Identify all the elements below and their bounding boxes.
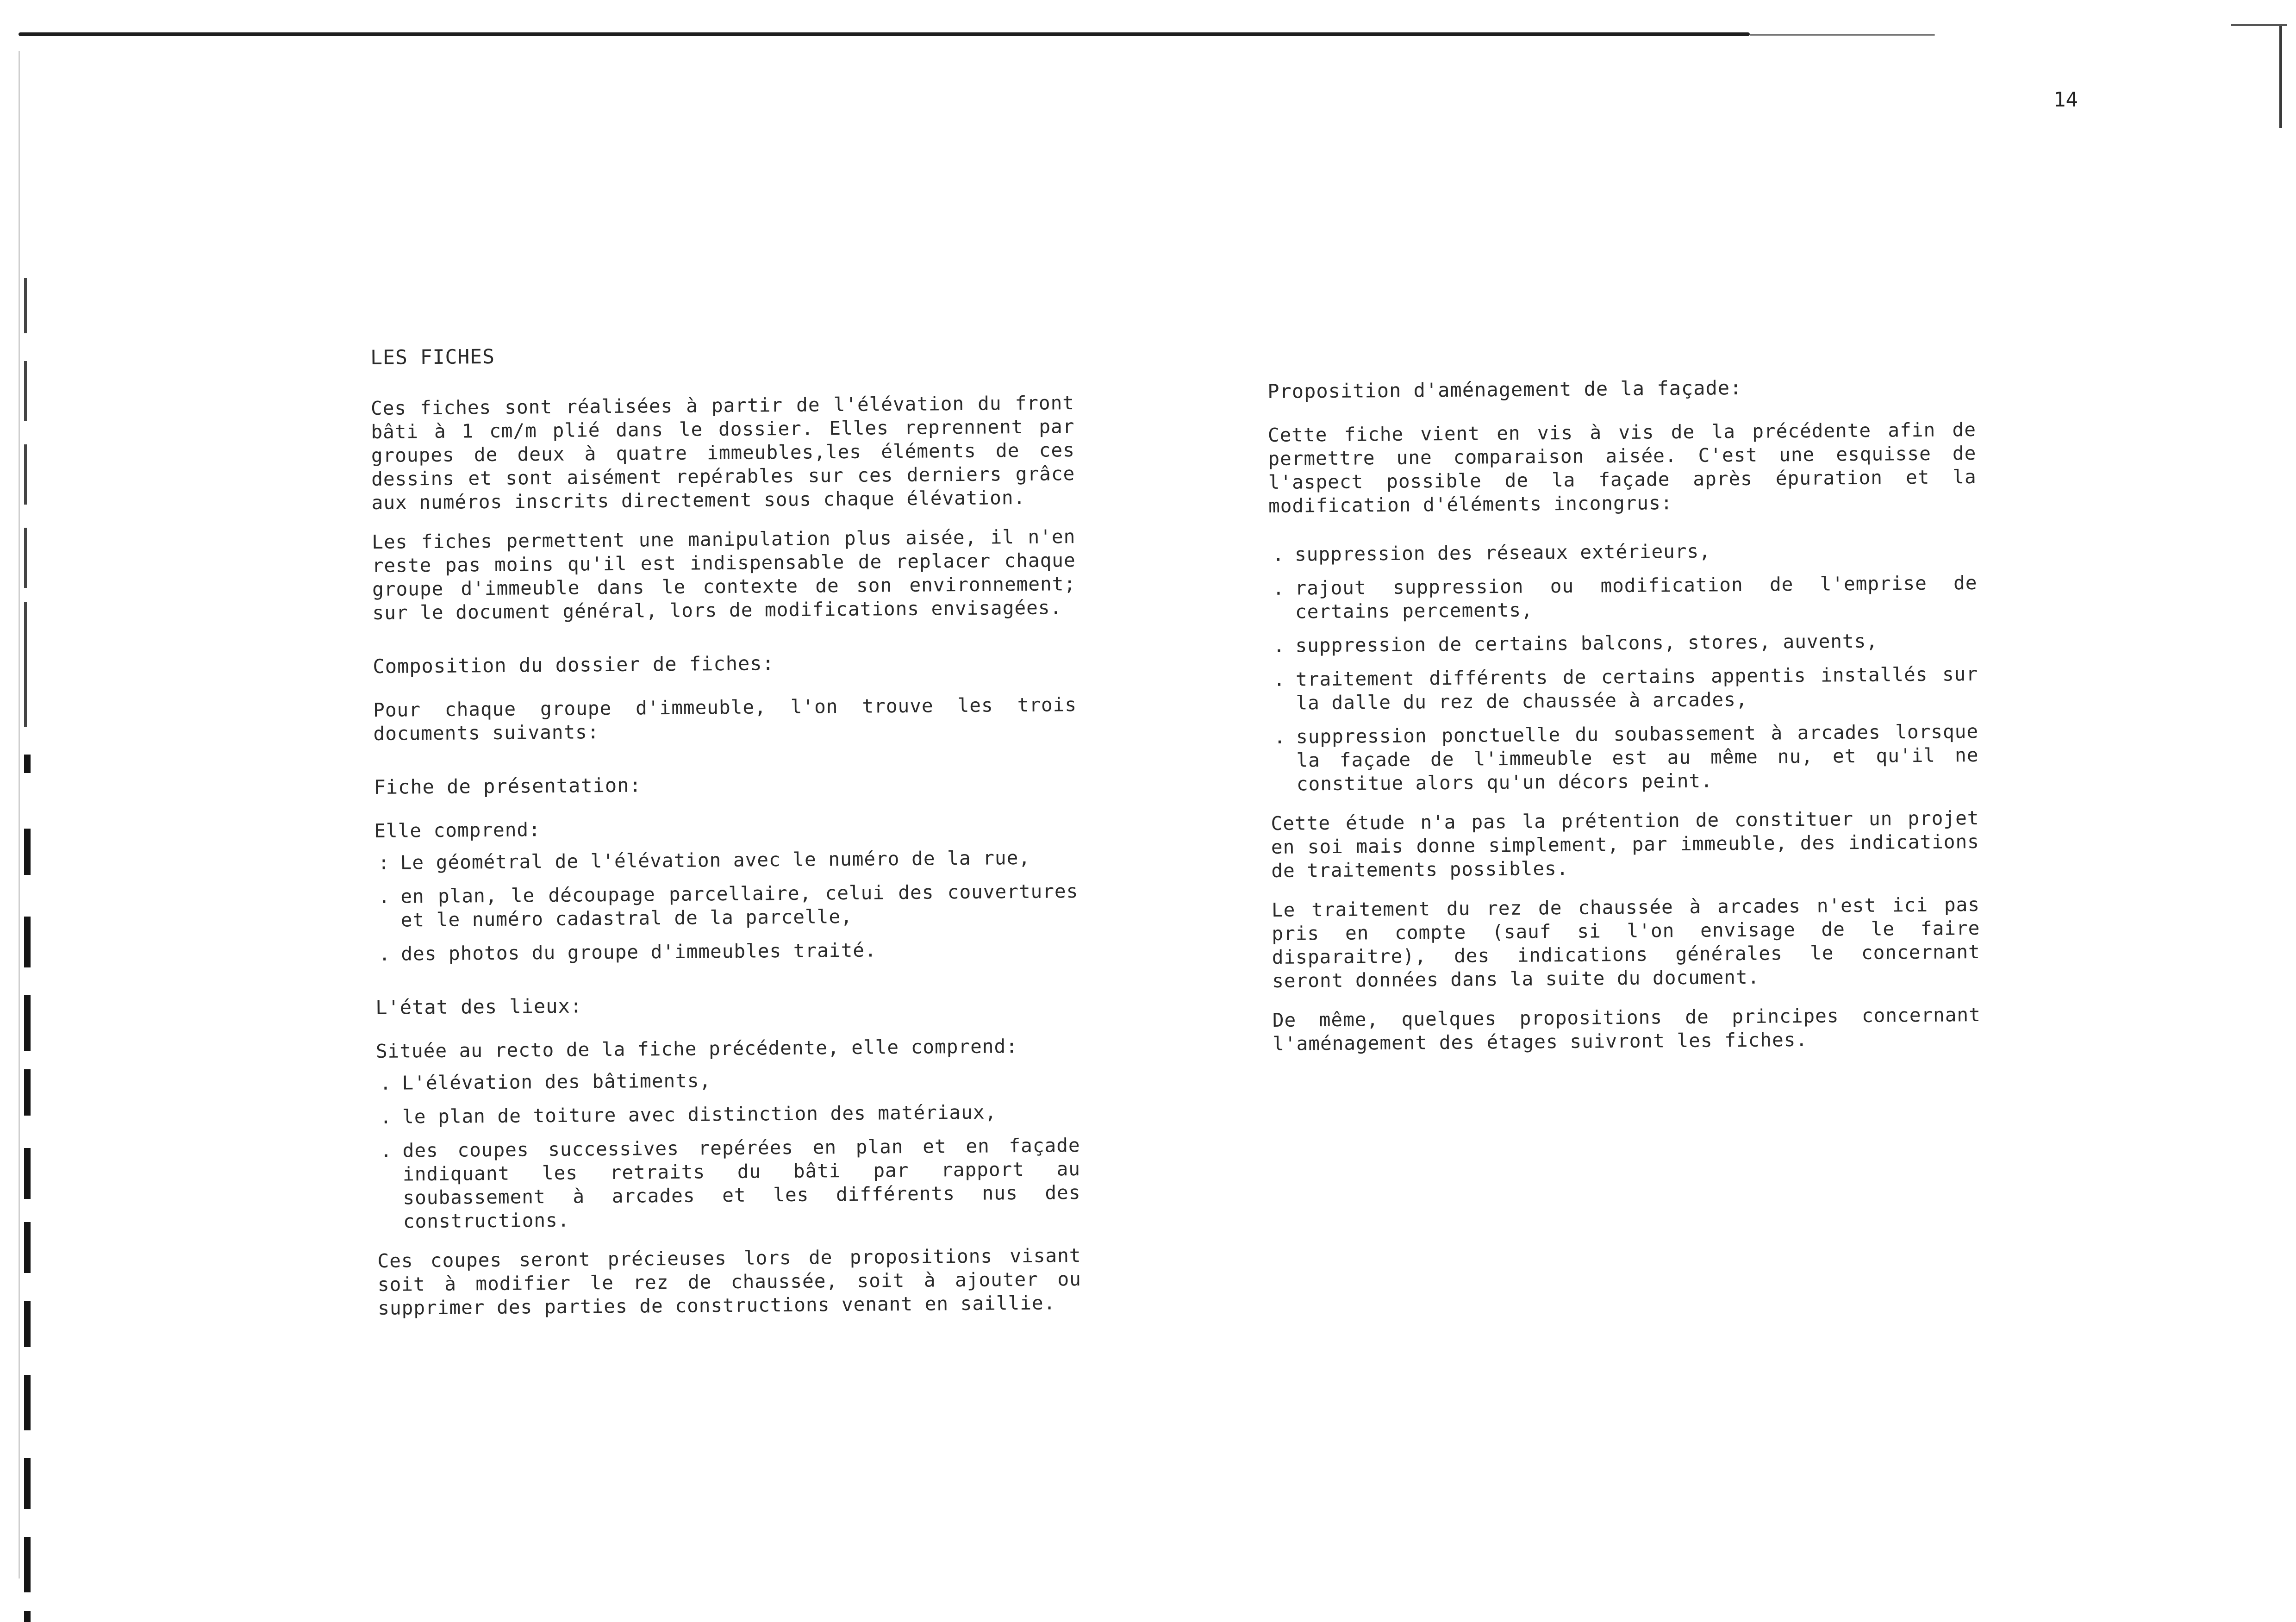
corner-rule [2231,24,2287,26]
binding-hole [24,1148,31,1199]
binding-hole [24,1611,31,1622]
bullet-icon: . [379,942,391,965]
paragraph: Le traitement du rez de chaussée à arcades n'est ici pas pris en compte (sauf si l'on envisage de le faire disparaitre), des indications générales le concernant seront données dans la suite du document. [1271,893,1980,992]
bullet-icon: . [380,1072,392,1094]
subheading-etat-des-lieux: L'état des lieux: [375,994,583,1019]
bullet-icon: . [1273,634,1285,657]
paragraph: Les fiches permettent une manipulation plus aisée, il n'en reste pas moins qu'il est indispensable de replacer chaque groupe d'immeuble dans le contexte de son environnement; sur le document général, lors de modifications envisagées. [372,525,1076,624]
binding-hole [24,1458,31,1509]
section-heading-fiches: LES FICHES [370,345,495,369]
paragraph: De même, quelques propositions de principes concernant l'aménagement des étages suivront les fiches. [1272,1003,1981,1055]
list-item: . rajout suppression ou modification de l'emprise de certains percements, [1273,571,1978,623]
bullet-icon: . [380,1139,393,1162]
bullet-icon: . [378,885,391,908]
left-column [370,341,1082,1336]
binding-hole [24,528,27,588]
bullet-icon: . [1273,725,1286,748]
list-item: . en plan, le découpage parcellaire, celui des couvertures et le numéro cadastral de la parcelle, [378,880,1079,931]
binding-hole [24,995,31,1051]
list-item: . L'élévation des bâtiments, [380,1069,711,1094]
list-item: . traitement différents de certains appentis installés sur la dalle du rez de chaussée à arcades, [1273,662,1978,714]
binding-hole [24,361,27,421]
subheading-proposition: Proposition d'aménagement de la façade: [1267,376,1742,403]
corner-rule-vertical [2279,26,2282,128]
bullet-icon: . [1273,668,1285,691]
binding-hole [24,1537,31,1592]
etat-list [376,1066,1081,1234]
page-left-edge [19,51,20,1578]
list-item: . suppression de certains balcons, stores, auvents, [1273,630,1878,657]
paragraph: Pour chaque groupe d'immeuble, l'on trouve les trois documents suivants: [373,693,1077,745]
page-number: 14 [2053,88,2078,112]
binding-hole [24,444,27,505]
list-intro: Elle comprend: [374,818,541,842]
subheading-composition: Composition du dossier de fiches: [373,652,775,678]
binding-hole [24,1069,31,1116]
binding-hole [24,653,27,727]
bullet-icon: : [378,851,390,874]
paragraph: Ces fiches sont réalisées à partir de l'élévation du front bâti à 1 cm/m plié dans le dossier. Elles reprennent par groupes de deux à quatre immeubles,les éléments de ces dessins et sont aisément repérables sur ces derniers grâce aux numéros inscrits directement sous chaque élévation. [370,392,1075,514]
binding-hole [24,1222,31,1273]
bullet-icon: . [380,1105,392,1128]
list-item: . le plan de toiture avec distinction des matériaux, [380,1101,997,1128]
paragraph: Cette étude n'a pas la prétention de constituer un projet en soi mais donne simplement, par immeuble, des indications de traitements possibles. [1271,806,1980,882]
binding-hole [24,278,27,333]
binding-hole [24,1375,31,1430]
paragraph: Cette fiche vient en vis à vis de la précédente afin de permettre une comparaison aisée. C'est une esquisse de l'aspect possible de la façade après épuration et la modification d'éléments incongrus: [1267,418,1977,517]
list-item: . des coupes successives repérées en plan et en façade indiquant les retraits du bâti par rapport au soubassement à arcades et les différents nus des constructions. [380,1134,1081,1233]
bullet-icon: . [1273,577,1285,599]
list-item: . suppression ponctuelle du soubassement à arcades lorsque la façade de l'immeuble est au même nu, et qu'il ne constitue alors qu'un décors peint. [1273,720,1979,795]
binding-hole [24,917,31,967]
binding-hole [24,829,31,875]
right-column [1267,374,1981,1072]
binding-hole [24,755,31,773]
bullet-icon: . [1272,543,1285,566]
list-intro: Située au recto de la fiche précédente, elle comprend: [375,1035,1018,1062]
proposition-list [1269,537,1979,796]
binding-hole [24,1301,31,1347]
paragraph: Ces coupes seront précieuses lors de propositions visant soit à modifier le rez de chaussée, soit à ajouter ou supprimer des parties de constructions venant en saillie. [377,1244,1082,1319]
presentation-list [374,846,1079,966]
top-scan-rule [19,32,1750,36]
list-item: : Le géométral de l'élévation avec le numéro de la rue, [378,846,1031,874]
list-item: . suppression des réseaux extérieurs, [1272,540,1711,566]
list-item: . des photos du groupe d'immeubles traité. [379,939,877,965]
subheading-presentation: Fiche de présentation: [374,774,642,799]
top-scan-rule-faint [1750,34,1935,36]
